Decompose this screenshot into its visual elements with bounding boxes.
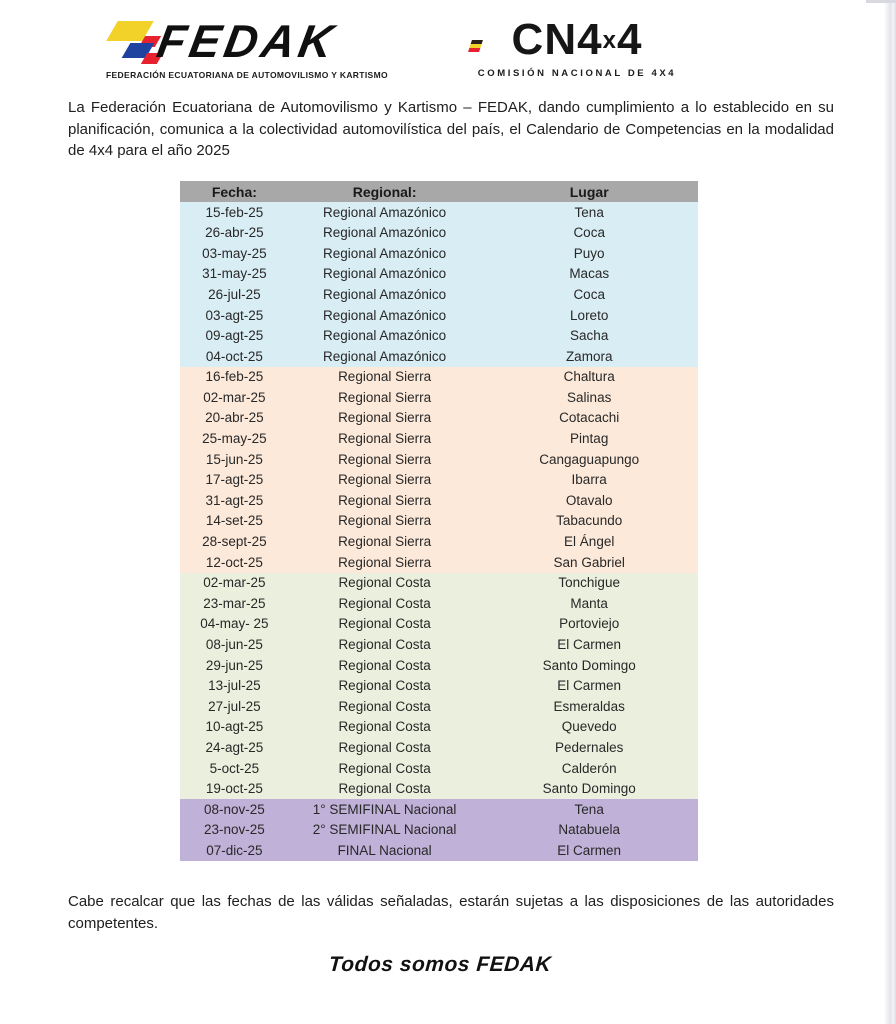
table-cell-regional: Regional Costa <box>338 739 431 755</box>
table-row <box>180 284 698 305</box>
table-row <box>180 223 698 244</box>
table-row <box>180 779 698 800</box>
table-row <box>180 449 698 470</box>
table-row <box>180 573 698 594</box>
table-cell-date: 09-agt-25 <box>205 328 264 344</box>
table-cell-regional: Regional Costa <box>338 678 431 694</box>
table-cell-lugar: Salinas <box>567 389 612 405</box>
fedak-logo <box>100 12 450 84</box>
table-cell-lugar: Pintag <box>570 431 609 447</box>
table-cell-regional: Regional Costa <box>338 760 431 776</box>
table-row <box>180 634 698 655</box>
column-header-lugar: Lugar <box>569 183 609 200</box>
table-cell-lugar: Sacha <box>570 328 609 344</box>
table-cell-lugar: Tena <box>574 204 604 220</box>
table-cell-lugar: Ibarra <box>571 472 607 488</box>
table-cell-lugar: Cotacachi <box>559 410 620 426</box>
table-cell-date: 08-nov-25 <box>203 801 265 817</box>
cn4x4-wordmark <box>452 15 702 64</box>
table-cell-date: 26-jul-25 <box>208 286 261 302</box>
table-row <box>180 305 698 326</box>
table-cell-regional: 2° SEMIFINAL Nacional <box>312 822 457 838</box>
table-cell-date: 23-nov-25 <box>203 822 265 838</box>
table-cell-lugar: Manta <box>570 595 608 611</box>
table-row <box>180 264 698 285</box>
table-row <box>180 655 698 676</box>
table-cell-regional: Regional Costa <box>338 637 431 653</box>
table-row <box>180 840 698 861</box>
table-cell-date: 27-jul-25 <box>208 698 261 714</box>
cn4x4-logo <box>452 15 702 84</box>
table-cell-date: 15-feb-25 <box>205 204 264 220</box>
table-cell-regional: Regional Amazónico <box>323 307 447 323</box>
table-cell-lugar: Esmeraldas <box>553 698 625 714</box>
table-row <box>180 387 698 408</box>
four-digit: 4 <box>577 15 603 64</box>
table-row <box>180 367 698 388</box>
table-cell-date: 24-agt-25 <box>205 739 264 755</box>
table-row <box>180 676 698 697</box>
table-row <box>180 758 698 779</box>
table-cell-regional: Regional Sierra <box>338 431 432 447</box>
x-letter: x <box>602 27 617 54</box>
column-header-regional: Regional: <box>352 183 417 200</box>
table-row <box>180 532 698 553</box>
table-cell-lugar: Tabacundo <box>556 513 623 529</box>
table-cell-regional: Regional Sierra <box>338 369 432 385</box>
table-row <box>180 243 698 264</box>
table-cell-regional: Regional Costa <box>338 575 431 591</box>
table-cell-lugar: Calderón <box>561 760 617 776</box>
calendar-table-body <box>180 202 698 861</box>
cn-letters: CN <box>511 15 578 64</box>
table-cell-regional: Regional Amazónico <box>323 266 447 282</box>
table-cell-date: 10-agt-25 <box>205 719 264 735</box>
table-cell-lugar: San Gabriel <box>553 554 625 570</box>
table-cell-regional: Regional Amazónico <box>323 348 447 364</box>
table-cell-regional: Regional Costa <box>338 781 431 797</box>
table-cell-lugar: Zamora <box>565 348 613 364</box>
photo-edge-artifact <box>866 0 896 3</box>
table-cell-date: 23-mar-25 <box>203 595 266 611</box>
table-cell-date: 17-agt-25 <box>205 472 264 488</box>
fedak-wordmark: FEDAK <box>153 15 342 67</box>
table-cell-lugar: Quevedo <box>561 719 617 735</box>
table-cell-regional: Regional Costa <box>338 719 431 735</box>
table-cell-lugar: Loreto <box>570 307 609 323</box>
table-cell-date: 31-agt-25 <box>205 492 264 508</box>
table-cell-lugar: Santo Domingo <box>542 781 636 797</box>
table-cell-date: 02-mar-25 <box>203 389 266 405</box>
table-row <box>180 552 698 573</box>
table-cell-lugar: Coca <box>573 286 605 302</box>
table-cell-lugar: Cangaguapungo <box>539 451 640 467</box>
table-cell-lugar: Puyo <box>573 245 605 261</box>
table-cell-regional: Regional Amazónico <box>323 286 447 302</box>
table-cell-regional: Regional Amazónico <box>323 328 447 344</box>
table-row <box>180 490 698 511</box>
table-cell-date: 03-agt-25 <box>205 307 264 323</box>
table-cell-lugar: Portoviejo <box>559 616 620 632</box>
calendar-table <box>180 181 698 861</box>
table-row <box>180 820 698 841</box>
table-cell-date: 08-jun-25 <box>205 637 263 653</box>
table-cell-date: 19-oct-25 <box>205 781 263 797</box>
table-cell-regional: Regional Costa <box>338 616 431 632</box>
table-row <box>180 511 698 532</box>
table-cell-date: 04-oct-25 <box>205 348 263 364</box>
table-cell-regional: Regional Sierra <box>338 472 432 488</box>
table-cell-date: 20-abr-25 <box>205 410 264 426</box>
table-cell-lugar: Natabuela <box>558 822 620 838</box>
table-cell-regional: Regional Sierra <box>338 513 432 529</box>
table-cell-date: 28-sept-25 <box>202 534 267 550</box>
table-row <box>180 737 698 758</box>
table-cell-lugar: El Carmen <box>557 678 622 694</box>
table-row <box>180 717 698 738</box>
table-row <box>180 346 698 367</box>
table-cell-date: 16-feb-25 <box>205 369 264 385</box>
table-row <box>180 593 698 614</box>
table-cell-date: 02-mar-25 <box>203 575 266 591</box>
table-cell-date: 31-may-25 <box>202 266 267 282</box>
table-row <box>180 429 698 450</box>
fedak-logo-subtitle: FEDERACIÓN ECUATORIANA DE AUTOMOVILISMO Y KARTISMO <box>106 70 388 80</box>
table-cell-date: 29-jun-25 <box>205 657 263 673</box>
table-cell-date: 04-may- 25 <box>200 616 269 632</box>
table-row <box>180 326 698 347</box>
table-row <box>180 470 698 491</box>
table-cell-lugar: Otavalo <box>565 492 613 508</box>
table-cell-regional: Regional Amazónico <box>323 225 447 241</box>
column-header-fecha: Fecha: <box>211 183 257 200</box>
table-cell-lugar: Pedernales <box>555 739 624 755</box>
table-cell-lugar: El Carmen <box>557 637 622 653</box>
cn4x4-logo-subtitle: COMISIÓN NACIONAL DE 4X4 <box>477 68 677 79</box>
table-row <box>180 799 698 820</box>
photo-edge-artifact <box>884 0 896 1024</box>
table-cell-date: 25-may-25 <box>202 431 267 447</box>
table-cell-date: 03-may-25 <box>202 245 267 261</box>
table-cell-lugar: El Ángel <box>564 534 615 550</box>
table-cell-date: 12-oct-25 <box>205 554 263 570</box>
table-cell-lugar: Santo Domingo <box>542 657 636 673</box>
table-cell-date: 26-abr-25 <box>205 225 264 241</box>
table-cell-regional: Regional Sierra <box>338 554 432 570</box>
slogan: Todos somos FEDAK <box>328 953 553 976</box>
footer-note: Cabe recalcar que las fechas de las válidas señaladas, estarán sujetas a las disposiciones de las autoridades competentes. <box>68 893 834 932</box>
table-cell-regional: Regional Amazónico <box>323 245 447 261</box>
table-row <box>180 408 698 429</box>
table-cell-regional: Regional Costa <box>338 595 431 611</box>
table-row <box>180 696 698 717</box>
table-cell-regional: Regional Costa <box>338 657 431 673</box>
table-cell-lugar: Macas <box>569 266 610 282</box>
table-cell-date: 13-jul-25 <box>208 678 261 694</box>
table-cell-lugar: Coca <box>573 225 605 241</box>
table-row <box>180 202 698 223</box>
table-row <box>180 614 698 635</box>
table-cell-regional: Regional Sierra <box>338 410 432 426</box>
table-cell-lugar: Tonchigue <box>558 575 620 591</box>
table-cell-date: 15-jun-25 <box>205 451 263 467</box>
table-cell-regional: Regional Sierra <box>338 534 432 550</box>
table-cell-date: 07-dic-25 <box>206 842 263 858</box>
table-cell-regional: Regional Sierra <box>338 389 432 405</box>
four-digit: 4 <box>616 15 643 64</box>
table-cell-regional: Regional Amazónico <box>323 204 447 220</box>
table-cell-date: 14-set-25 <box>205 513 263 529</box>
table-cell-regional: FINAL Nacional <box>337 842 432 858</box>
table-cell-regional: 1° SEMIFINAL Nacional <box>312 801 457 817</box>
table-cell-regional: Regional Sierra <box>338 492 432 508</box>
table-header-row <box>180 181 698 202</box>
table-cell-lugar: El Carmen <box>557 842 622 858</box>
table-cell-date: 5-oct-25 <box>209 760 260 776</box>
intro-paragraph: La Federación Ecuatoriana de Automovilismo y Kartismo – FEDAK, dando cumplimiento a lo establecido en su planificación, comunica a la colectividad automovilística del país, el Calendario de Competencias en la modalidad de 4x4 para el año 2025 <box>68 99 834 159</box>
table-cell-regional: Regional Sierra <box>338 451 432 467</box>
table-cell-lugar: Tena <box>574 801 604 817</box>
table-cell-regional: Regional Costa <box>338 698 431 714</box>
table-cell-lugar: Chaltura <box>563 369 615 385</box>
